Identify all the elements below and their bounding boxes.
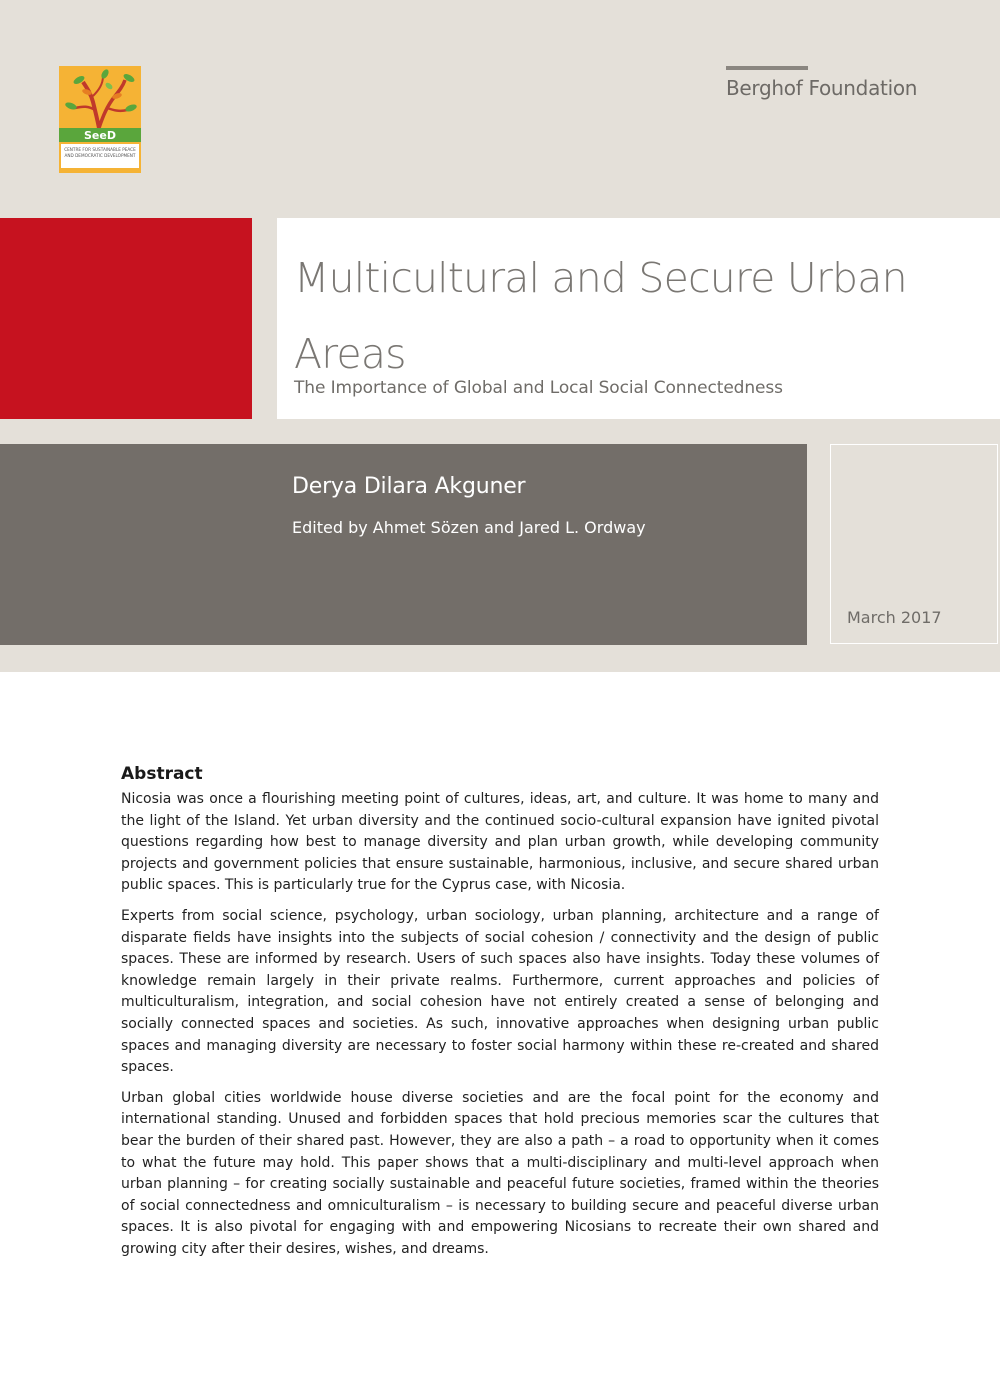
editors-line: Edited by Ahmet Sözen and Jared L. Ordway: [292, 518, 646, 537]
abstract-section: [121, 763, 879, 1269]
author-name: Derya Dilara Akguner: [292, 474, 526, 499]
author-block: [0, 444, 807, 645]
red-accent-block: [0, 218, 252, 419]
publication-date: March 2017: [847, 608, 942, 627]
document-title: Multicultural and Secure Urban Areas: [294, 254, 907, 378]
cover-header-band: [0, 0, 1000, 672]
seed-logo: [59, 66, 141, 173]
title-box: [277, 218, 1000, 419]
document-subtitle: The Importance of Global and Local Social Connectedness: [294, 378, 783, 398]
berghof-logo: [726, 66, 936, 100]
berghof-logo-bar: [726, 66, 808, 70]
abstract-paragraph: Urban global cities worldwide house diverse societies and are the focal point for the economy and international standing. Unused and forbidden spaces that hold precious memories scar the cultures that bear the burden of their shared past. However, they are also a path – a road to opportunity when it comes to what the future may hold. This paper shows that a multi-disciplinary and multi-level approach when urban planning – for creating socially sustainable and peaceful future societies, framed within the theories of social connectedness and omniculturalism – is necessary to building secure and peaceful diverse urban spaces. It is also pivotal for engaging with and empowering Nicosians to recreate their own shared and growing city after their desires, wishes, and dreams.: [121, 1089, 879, 1257]
abstract-heading: Abstract: [121, 764, 203, 784]
svg-text:AND DEMOCRATIC DEVELOPMENT: AND DEMOCRATIC DEVELOPMENT: [64, 153, 136, 158]
svg-text:CENTRE FOR SUSTAINABLE PEACE: CENTRE FOR SUSTAINABLE PEACE: [64, 147, 136, 152]
date-box: [830, 444, 998, 644]
abstract-paragraph: Nicosia was once a flourishing meeting point of cultures, ideas, art, and culture. It was home to many and the light of the Island. Yet urban diversity and the continued socio-cultural expansion have ignited pivotal questions regarding how best to manage diversity and plan urban growth, while developing community projects and government policies that ensure sustainable, harmonious, inclusive, and secure shared urban public spaces. This is particularly true for the Cyprus case, with Nicosia.: [121, 791, 879, 894]
seed-tree-logo-icon: [59, 66, 141, 173]
svg-text:SeeD: SeeD: [84, 129, 116, 142]
abstract-paragraph: Experts from social science, psychology, urban sociology, urban planning, architecture and a range of disparate fields have insights into the subjects of social cohesion / connectivity and the design of public spaces. These are informed by research. Users of such spaces also have insights. Today these volumes of knowledge remain largely in their private realms. Furthermore, current approaches and policies of multiculturalism, integration, and social cohesion have not entirely created a sense of belonging and socially connected spaces and societies. As such, innovative approaches when designing urban public spaces and managing diversity are necessary to foster social harmony within these re-created and shared spaces.: [121, 907, 879, 1076]
berghof-logo-name: Berghof Foundation: [726, 76, 918, 100]
